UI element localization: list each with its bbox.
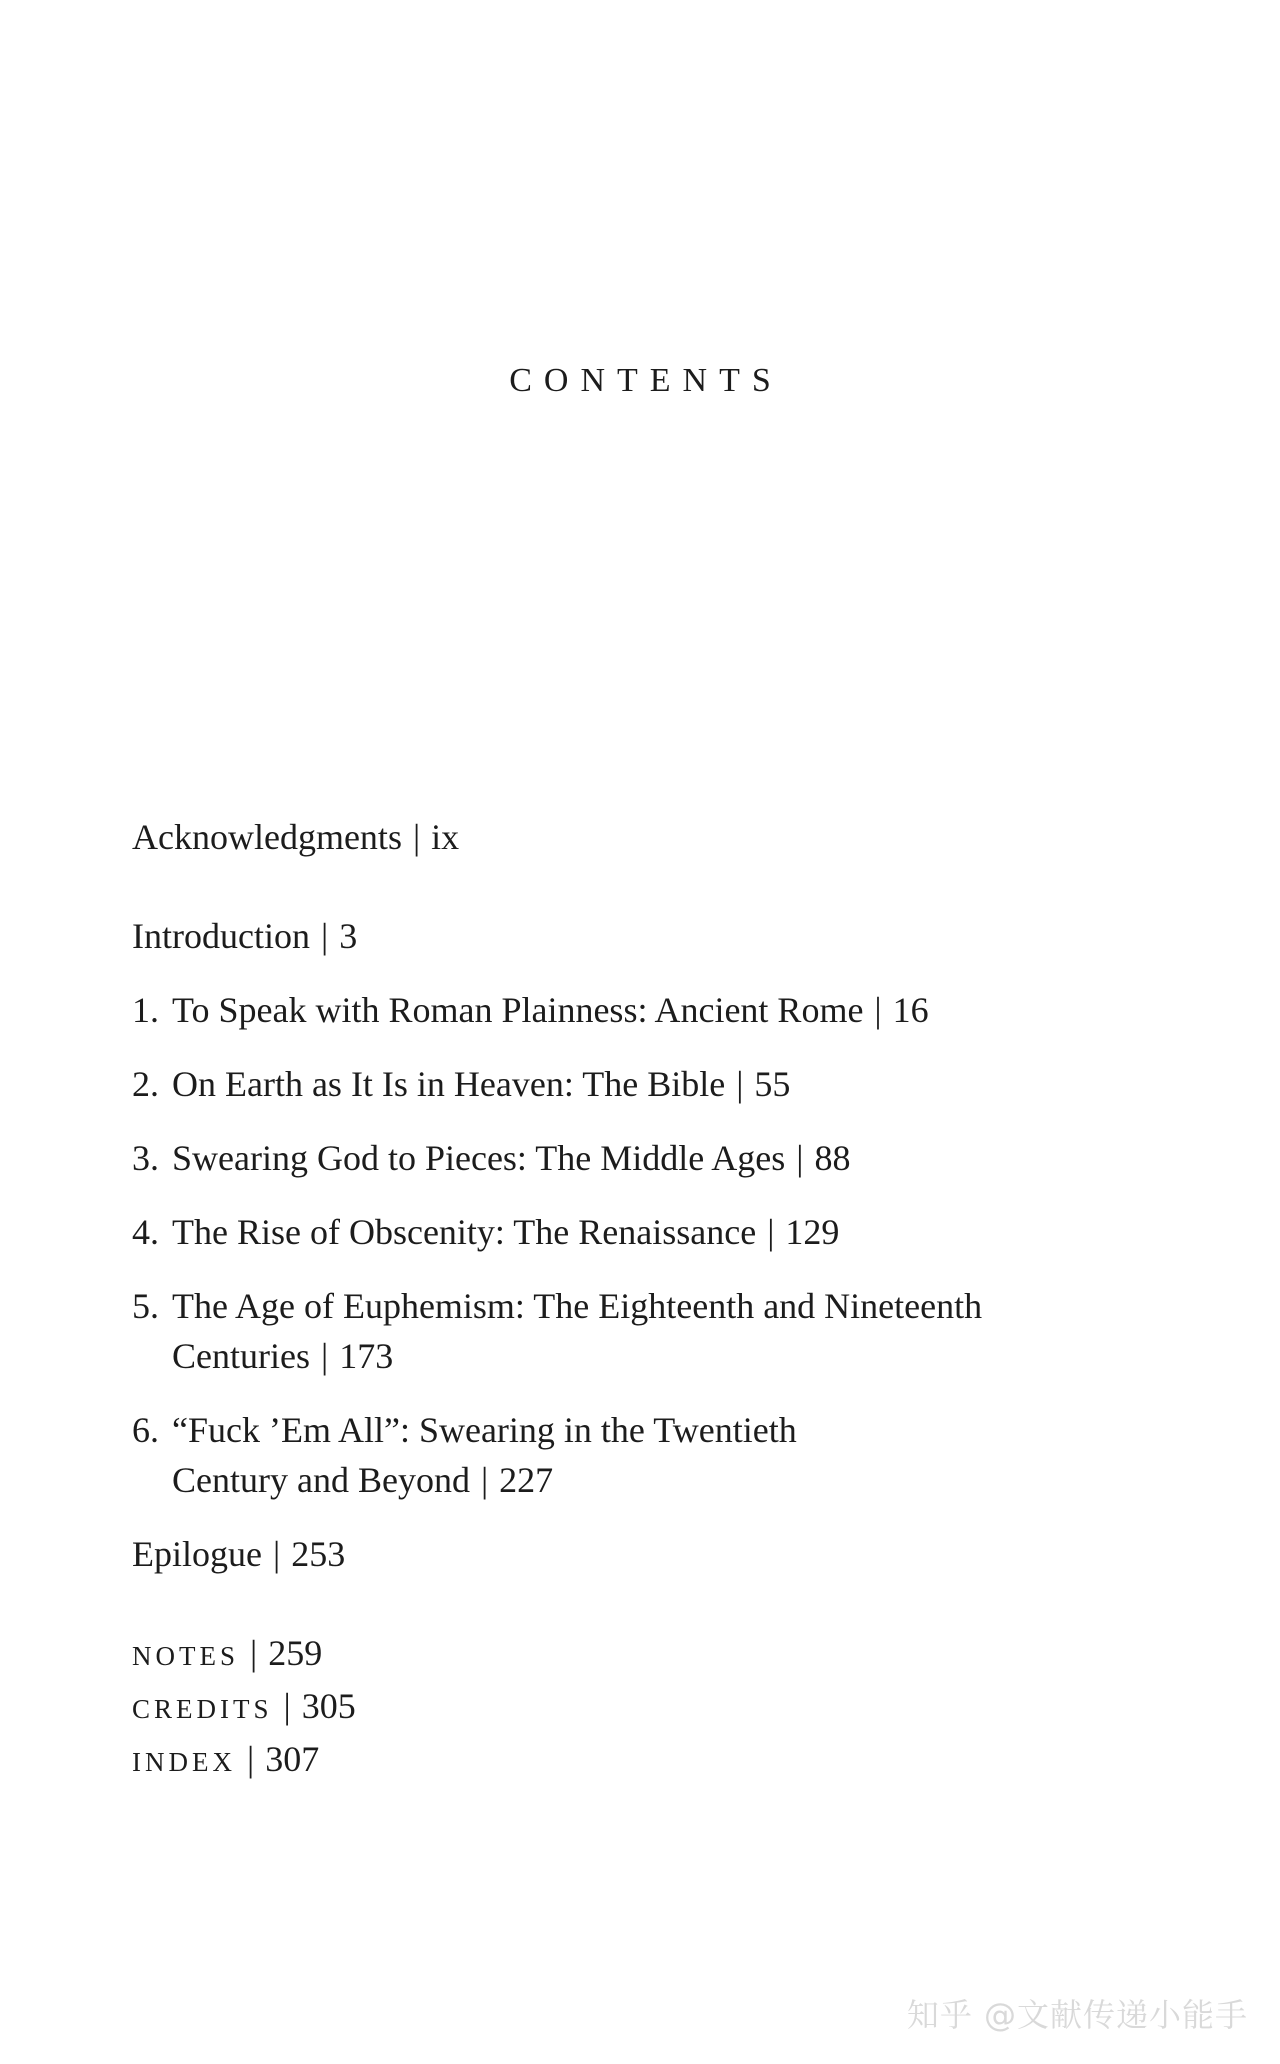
chapter-number: 5. <box>132 1286 159 1326</box>
toc-entry-chapter-3[interactable] <box>132 1133 1092 1183</box>
entry-title: NOTES <box>132 1641 239 1671</box>
chapter-page: 227 <box>499 1460 554 1500</box>
entry-title: INDEX <box>132 1747 236 1777</box>
toc-entry-chapter-2[interactable] <box>132 1059 1092 1109</box>
toc-entry-chapter-6[interactable] <box>132 1405 1092 1505</box>
entry-page: 259 <box>268 1633 323 1673</box>
chapter-title: Swearing God to Pieces: The Middle Ages <box>172 1138 786 1178</box>
chapter-number: 1. <box>132 990 159 1030</box>
entry-separator: | <box>736 1064 744 1104</box>
chapter-number: 4. <box>132 1212 159 1252</box>
toc-entry-chapter-1[interactable] <box>132 985 1092 1035</box>
toc-entry-credits[interactable] <box>132 1681 1092 1734</box>
entry-separator: | <box>250 1633 258 1673</box>
toc-entry-acknowledgments[interactable] <box>132 812 1092 862</box>
entry-separator: | <box>796 1138 804 1178</box>
chapter-title: To Speak with Roman Plainness: Ancient Rome <box>172 990 864 1030</box>
chapter-title: On Earth as It Is in Heaven: The Bible <box>172 1064 726 1104</box>
entry-page: 253 <box>291 1534 346 1574</box>
entry-separator: | <box>480 1460 489 1500</box>
contents-heading: CONTENTS <box>509 362 783 399</box>
chapter-number: 6. <box>132 1410 159 1450</box>
entry-title: Acknowledgments <box>132 817 402 857</box>
toc-entry-index[interactable] <box>132 1734 1092 1787</box>
chapter-title: The Rise of Obscenity: The Renaissance <box>172 1212 757 1252</box>
chapter-title-continued: Centuries <box>172 1336 310 1376</box>
toc-entry-introduction[interactable] <box>132 911 1092 961</box>
entry-separator: | <box>246 1739 255 1779</box>
entry-title: Introduction <box>132 916 310 956</box>
entry-separator: | <box>874 990 882 1030</box>
entry-page: 307 <box>265 1739 320 1779</box>
chapter-title: The Age of Euphemism: The Eighteenth and Nineteenth <box>172 1286 983 1326</box>
chapter-page: 88 <box>814 1138 851 1178</box>
entry-separator: | <box>320 916 329 956</box>
entry-page: 305 <box>301 1686 356 1726</box>
entry-separator: | <box>272 1534 281 1574</box>
chapter-title-continued: Century and Beyond <box>172 1460 470 1500</box>
toc-entry-notes[interactable] <box>132 1628 1092 1681</box>
chapter-page: 129 <box>785 1212 840 1252</box>
entry-page: ix <box>431 817 460 857</box>
entry-title: Epilogue <box>132 1534 262 1574</box>
chapter-page: 173 <box>339 1336 394 1376</box>
entry-separator: | <box>283 1686 291 1726</box>
chapter-number: 2. <box>132 1064 159 1104</box>
chapter-number: 3. <box>132 1138 159 1178</box>
chapter-title: “Fuck ’Em All”: Swearing in the Twentieth <box>172 1410 797 1450</box>
entry-separator: | <box>767 1212 775 1252</box>
entry-page: 3 <box>339 916 358 956</box>
toc-entry-chapter-4[interactable] <box>132 1207 1092 1257</box>
entry-separator: | <box>320 1336 329 1376</box>
toc-entry-chapter-5[interactable] <box>132 1281 1092 1381</box>
toc-entry-epilogue[interactable] <box>132 1529 1092 1579</box>
chapter-page: 16 <box>892 990 929 1030</box>
entry-title: CREDITS <box>132 1694 273 1724</box>
table-of-contents <box>132 812 1092 1787</box>
chapter-page: 55 <box>754 1064 791 1104</box>
watermark-text: 知乎 @文献传递小能手 <box>906 1996 1248 2034</box>
entry-separator: | <box>412 817 421 857</box>
